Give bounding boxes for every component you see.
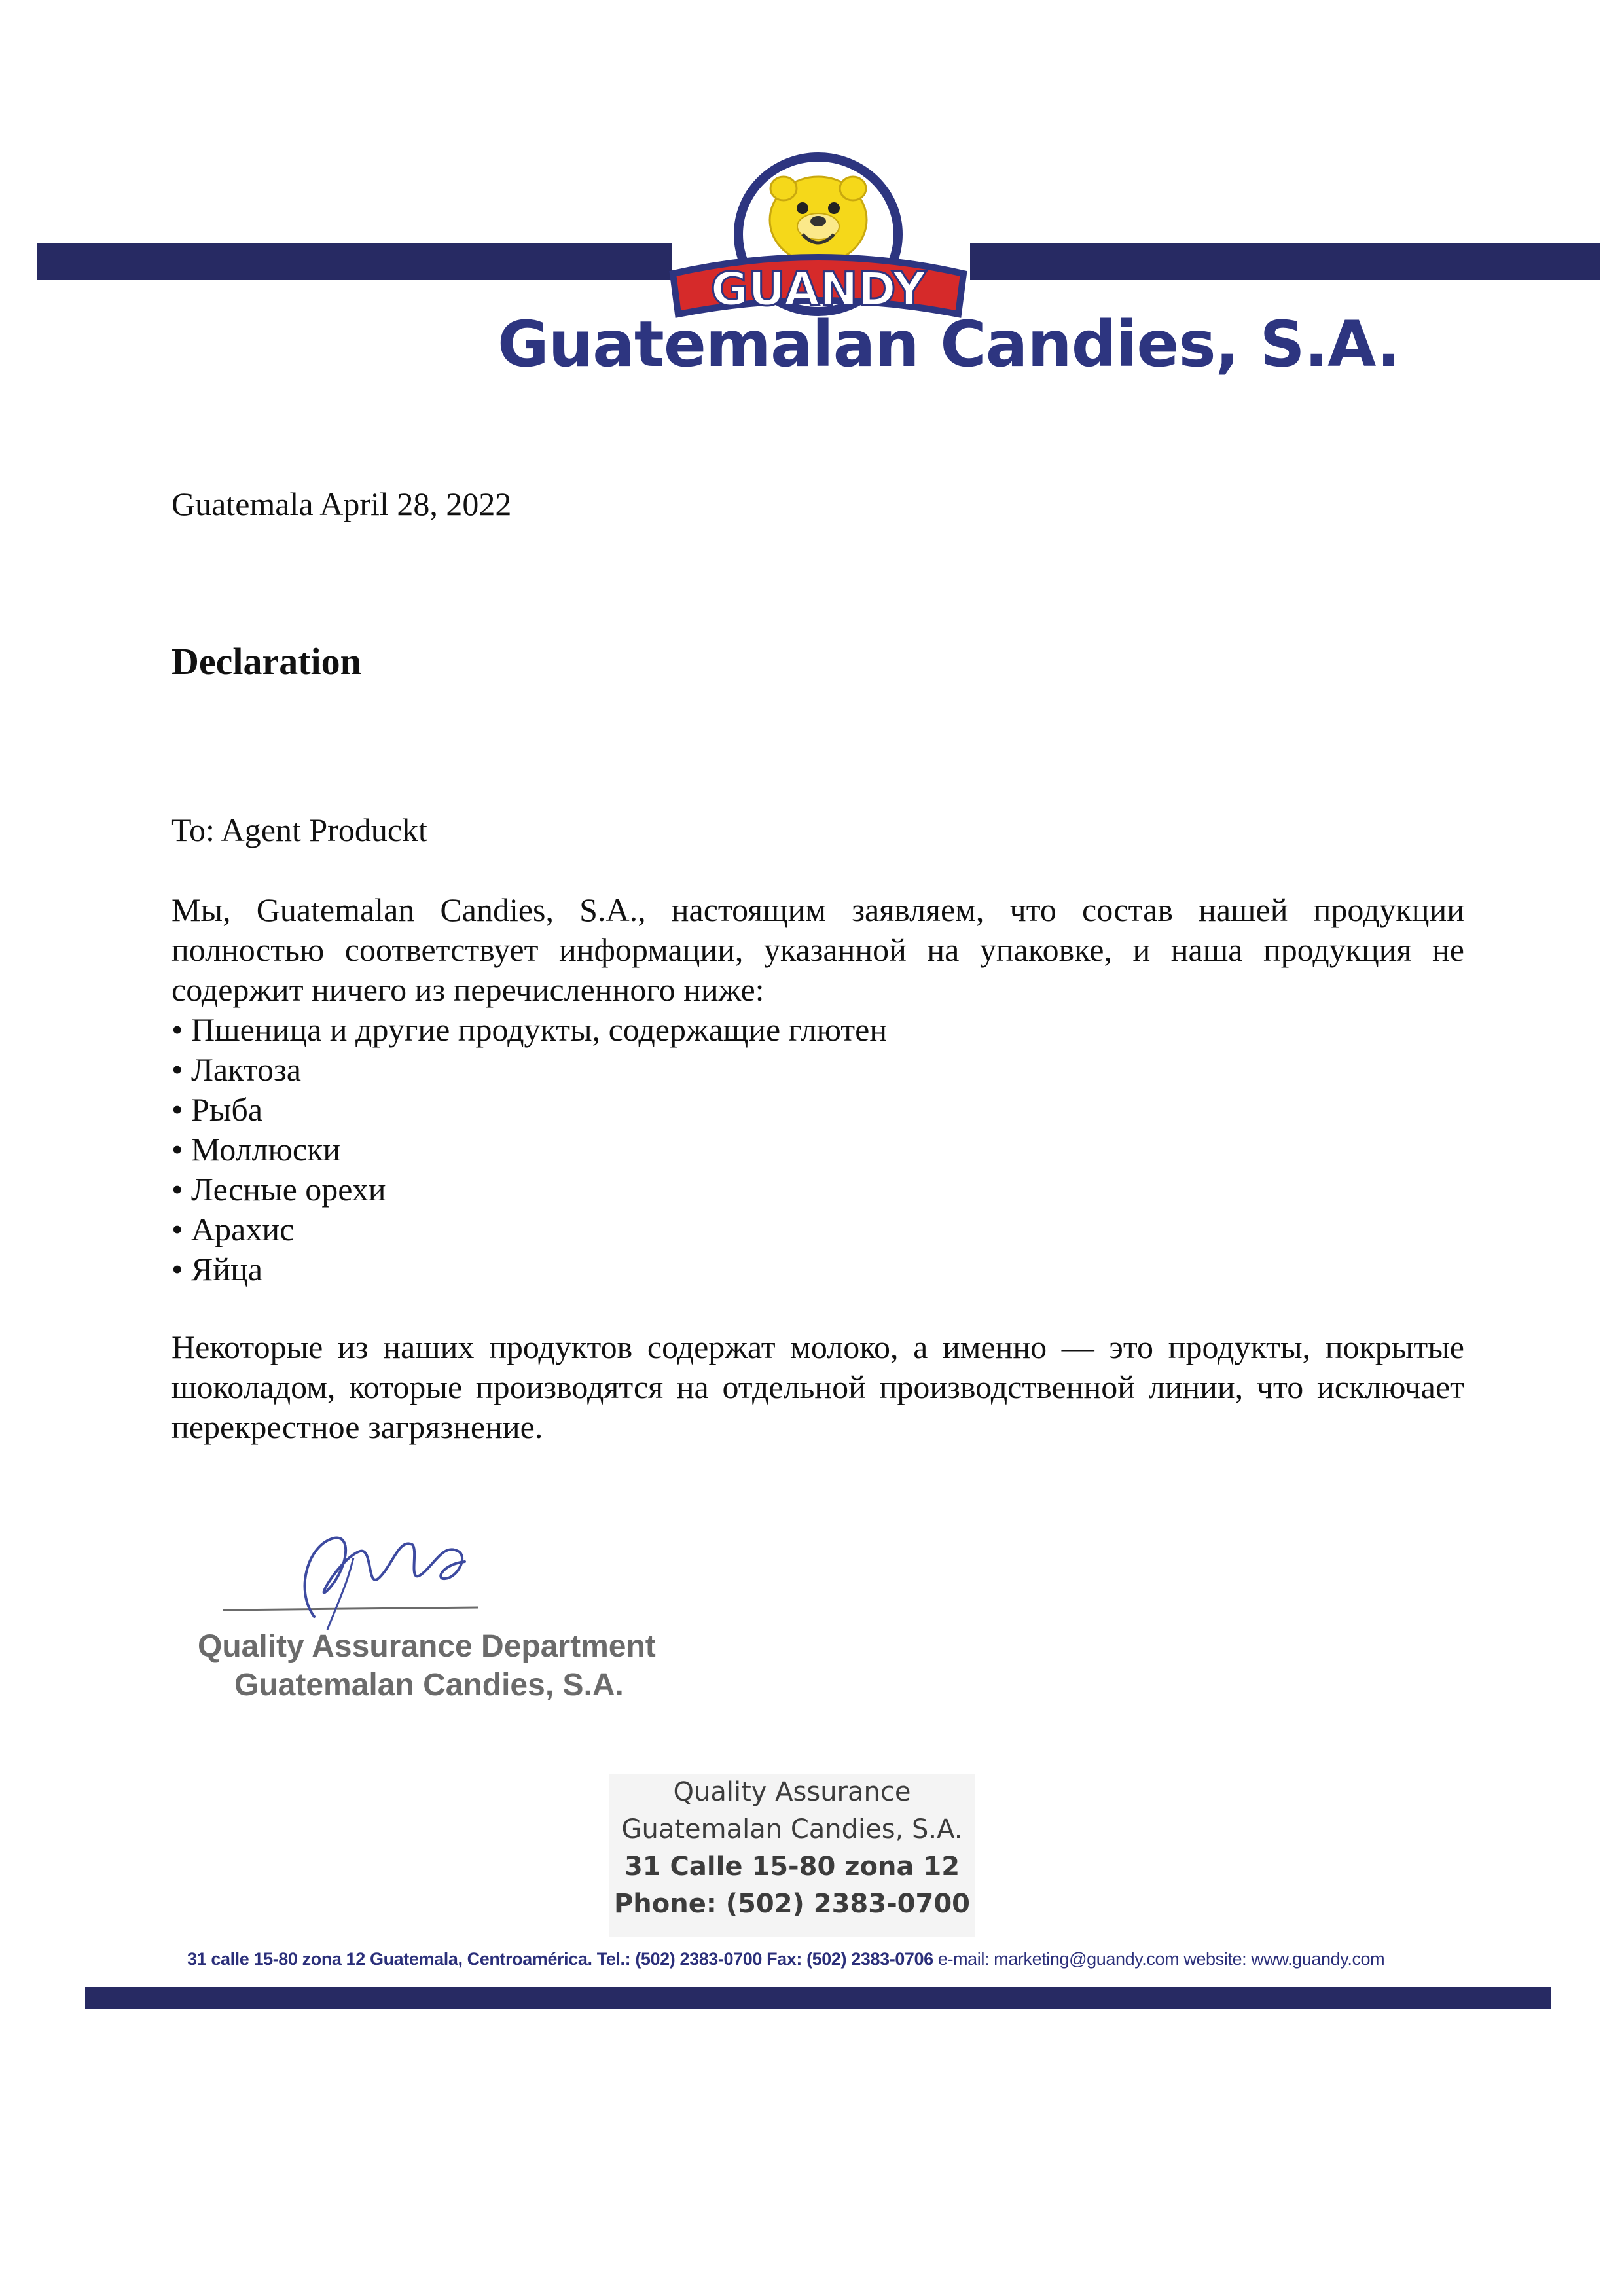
list-item: • Пшеница и другие продукты, содержащие глютен: [171, 1010, 1415, 1050]
company-title: Guatemalan Candies, S.A.: [497, 308, 1400, 381]
footer-bar: [85, 1987, 1551, 2009]
header-bar-right: [970, 243, 1600, 280]
document-title: Declaration: [171, 640, 361, 683]
signature-icon: [216, 1518, 491, 1636]
stamp-line: Quality Assurance: [673, 1777, 911, 1807]
stamp-line: Phone: (502) 2383-0700: [613, 1889, 971, 1919]
bear-mascot-icon: [770, 177, 867, 263]
allergen-list: [171, 1010, 1415, 1289]
recipient-line: To: Agent Produckt: [171, 812, 427, 848]
header-bar-left: [37, 243, 672, 280]
list-item: • Моллюски: [171, 1130, 1415, 1170]
list-item: • Рыба: [171, 1090, 1415, 1130]
stamp-line: 31 Calle 15-80 zona 12: [624, 1852, 960, 1882]
declaration-paragraph: Мы, Guatemalan Candies, S.A., настоящим заявляем, что состав нашей продукции полностью соответствует информации, указанной на упаковке, и наша продукция не содержит ничего из перечисленного ниже:: [171, 891, 1464, 1008]
footer-email-website: e-mail: marketing@guandy.com website: www.guandy.com: [937, 1949, 1385, 1969]
list-item: • Лактоза: [171, 1050, 1415, 1090]
footer-contact: [187, 1949, 1614, 1969]
list-item: • Арахис: [171, 1210, 1415, 1249]
stamp-line: Guatemalan Candies, S.A.: [621, 1814, 963, 1844]
signature-department: Quality Assurance Department: [198, 1629, 656, 1664]
footer-address: 31 calle 15-80 zona 12 Guatemala, Centroamérica. Tel.: (502) 2383-0700 Fax: (502) 2383-0706: [187, 1949, 933, 1969]
date-line: Guatemala April 28, 2022: [171, 486, 512, 522]
list-item: • Яйца: [171, 1249, 1415, 1289]
company-stamp: [609, 1774, 975, 1937]
milk-note-paragraph: Некоторые из наших продуктов содержат молоко, а именно — это продукты, покрытые шоколадом, которые производятся на отдельной производственной линии, что исключает перекрестное загрязнение.: [171, 1329, 1464, 1445]
logo-brand-text: GUANDY: [710, 262, 926, 316]
list-item: • Лесные орехи: [171, 1170, 1415, 1210]
signature-company: Guatemalan Candies, S.A.: [234, 1668, 624, 1702]
